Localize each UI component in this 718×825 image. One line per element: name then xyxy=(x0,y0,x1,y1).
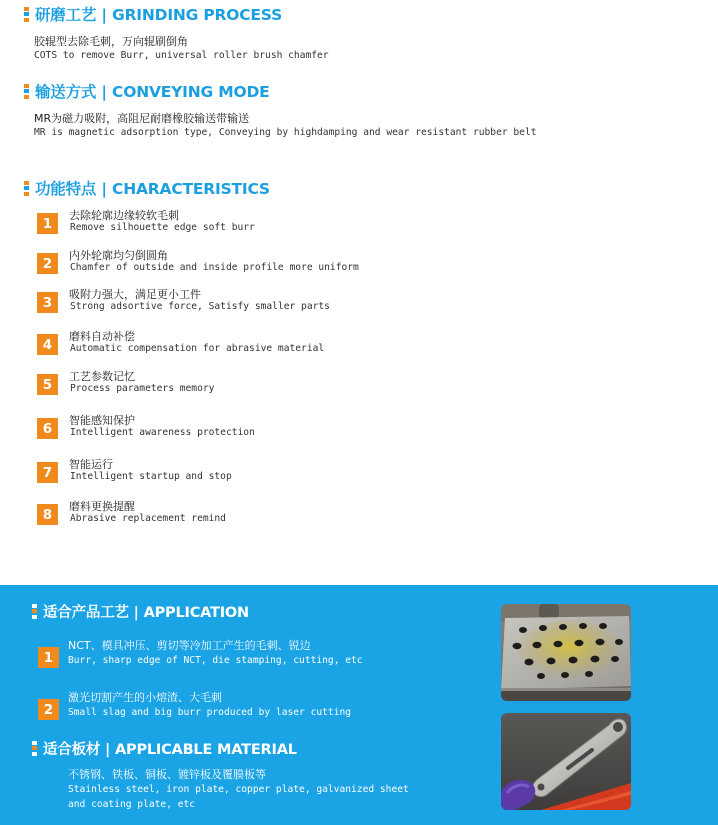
feature-item xyxy=(37,412,637,442)
application-cn: NCT、模具冲压、剪切等冷加工产生的毛刺、锐边 xyxy=(68,639,311,652)
feature-en: Automatic compensation for abrasive material xyxy=(70,343,325,354)
feature-cn: 工艺参数记忆 xyxy=(69,370,135,383)
feature-cn: 磨料自动补偿 xyxy=(69,330,135,343)
application-number-badge: 1 xyxy=(38,647,59,668)
conveying-cn: MR为磁力吸附，高阻尼耐磨橡胶输送带输送 xyxy=(34,112,250,125)
feature-number-badge: 3 xyxy=(37,292,58,313)
feature-cn: 吸附力强大，满足更小工件 xyxy=(69,288,201,301)
feature-en: Strong adsortive force, Satisfy smaller parts xyxy=(70,301,330,312)
feature-item xyxy=(37,328,637,358)
feature-en: Intelligent awareness protection xyxy=(70,427,255,438)
feature-item xyxy=(37,498,637,528)
material-en-line1: Stainless steel, iron plate, copper plate, galvanized sheet xyxy=(68,784,409,795)
application-cn: 激光切割产生的小熔渣、大毛刺 xyxy=(68,691,222,704)
feature-number-badge: 4 xyxy=(37,334,58,355)
characteristics-heading xyxy=(24,177,270,199)
grinding-en: COTS to remove Burr, universal roller brush chamfer xyxy=(34,50,329,61)
application-en: Burr, sharp edge of NCT, die stamping, cutting, etc xyxy=(68,655,363,666)
material-cn: 不锈钢、铁板、铜板、镀锌板及覆膜板等 xyxy=(68,768,266,781)
feature-number-badge: 8 xyxy=(37,504,58,525)
conveying-title: 输送方式 | CONVEYING MODE xyxy=(35,83,270,101)
characteristics-title: 功能特点 | CHARACTERISTICS xyxy=(35,180,270,198)
material-heading xyxy=(32,737,297,759)
application-title: 适合产品工艺 | APPLICATION xyxy=(43,604,249,621)
metal-part-photo xyxy=(501,713,631,810)
feature-cn: 智能运行 xyxy=(69,458,113,471)
feature-en: Intelligent startup and stop xyxy=(70,471,232,482)
perforated-plate-photo xyxy=(501,604,631,701)
feature-number-badge: 5 xyxy=(37,374,58,395)
feature-item xyxy=(37,247,637,277)
application-number-badge: 2 xyxy=(38,699,59,720)
feature-number-badge: 6 xyxy=(37,418,58,439)
feature-cn: 去除轮廓边缘较软毛刺 xyxy=(69,209,179,222)
feature-cn: 内外轮廓均匀倒圆角 xyxy=(69,249,168,262)
application-en: Small slag and big burr produced by laser cutting xyxy=(68,707,352,718)
feature-number-badge: 2 xyxy=(37,253,58,274)
metal-part-image xyxy=(501,713,631,810)
material-en-line2: and coating plate, etc xyxy=(68,799,196,810)
feature-en: Chamfer of outside and inside profile more uniform xyxy=(70,262,359,273)
heading-marker-icon xyxy=(24,181,29,196)
heading-marker-icon xyxy=(24,84,29,99)
feature-number-badge: 1 xyxy=(37,213,58,234)
application-heading xyxy=(32,600,249,622)
feature-item xyxy=(37,456,637,486)
application-item xyxy=(38,637,498,673)
conveying-heading xyxy=(24,80,270,102)
grinding-heading xyxy=(24,3,282,25)
heading-marker-icon xyxy=(32,741,37,756)
feature-number-badge: 7 xyxy=(37,462,58,483)
heading-marker-icon xyxy=(32,604,37,619)
feature-item xyxy=(37,286,637,316)
feature-en: Remove silhouette edge soft burr xyxy=(70,222,255,233)
heading-marker-icon xyxy=(24,7,29,22)
feature-item xyxy=(37,207,637,237)
feature-en: Process parameters memory xyxy=(70,383,215,394)
perforated-plate-image xyxy=(501,604,631,701)
grinding-cn: 胶辊型去除毛刺，万向辊刷倒角 xyxy=(34,35,188,48)
application-panel xyxy=(0,585,718,825)
grinding-title: 研磨工艺 | GRINDING PROCESS xyxy=(35,6,283,24)
feature-en: Abrasive replacement remind xyxy=(70,513,226,524)
material-title: 适合板材 | APPLICABLE MATERIAL xyxy=(43,741,297,758)
feature-cn: 智能感知保护 xyxy=(69,414,135,427)
feature-cn: 磨料更换提醒 xyxy=(69,500,135,513)
conveying-en: MR is magnetic adsorption type, Conveying by highdamping and wear resistant rubber belt xyxy=(34,127,537,138)
feature-item xyxy=(37,368,637,398)
application-item xyxy=(38,689,498,725)
